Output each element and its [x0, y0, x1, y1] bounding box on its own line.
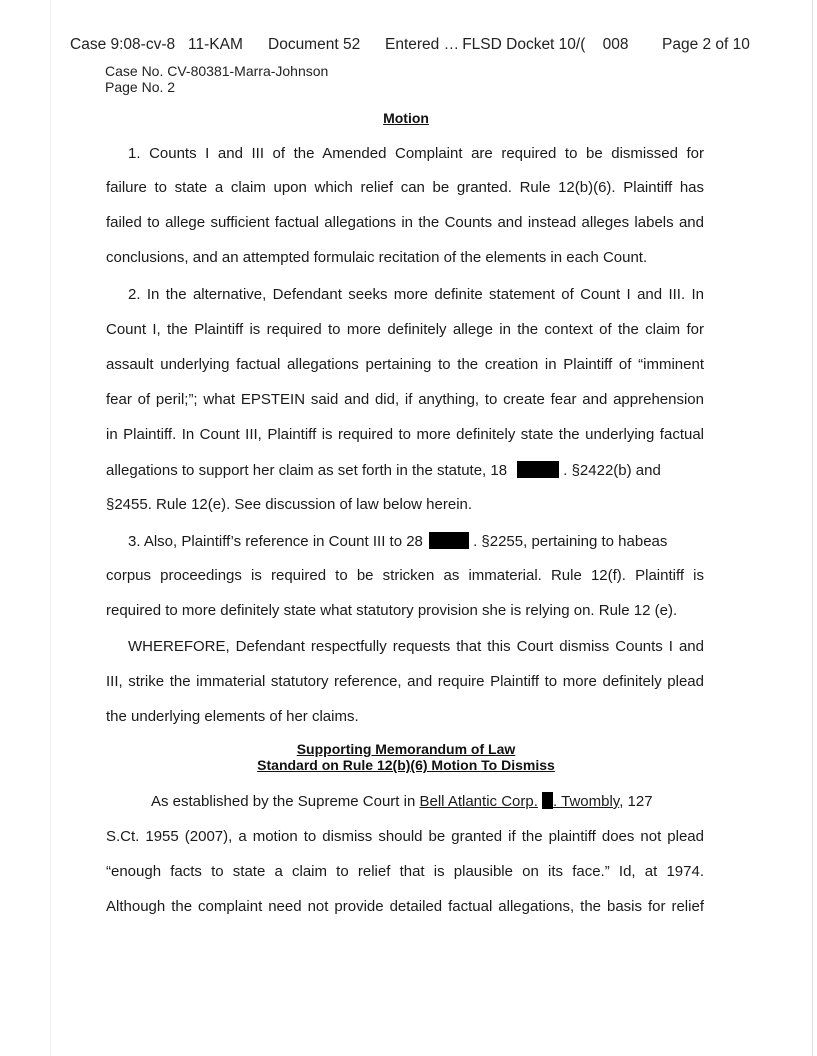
wherefore-line-3: the underlying elements of her claims.: [106, 708, 359, 725]
wherefore-line-2: III, strike the immaterial statutory reference, and require Plaintiff to more definitely plead: [106, 673, 704, 690]
header-case-number: Case 9:08-cv-8 11-KAM: [70, 36, 243, 53]
case-citation-b: . Twombly: [553, 793, 620, 810]
redaction-box: [429, 532, 469, 549]
redaction-box: [517, 461, 559, 478]
motion-p1-line-1: 1. Counts I and III of the Amended Complaint are required to be dismissed for: [128, 145, 704, 162]
memo-line-4: Although the complaint need not provide detailed factual allegations, the basis for relief: [106, 898, 704, 915]
motion-p2-line-5: in Plaintiff. In Count III, Plaintiff is required to more definitely state the underlying factual: [106, 426, 704, 443]
motion-heading: Motion: [383, 110, 429, 126]
wherefore-line-1: WHEREFORE, Defendant respectfully requests that this Court dismiss Counts I and: [128, 638, 704, 655]
motion-p1-line-3: failed to allege sufficient factual allegations in the Counts and instead alleges labels and: [106, 214, 704, 231]
memo-line-3: “enough facts to state a claim to relief that is plausible on its face.” Id, at 1974.: [106, 863, 704, 880]
scan-edge-right: [812, 0, 813, 1056]
motion-p3-line-1-text-a: 3. Also, Plaintiff’s reference in Count III to 28: [128, 533, 423, 550]
motion-p3-line-3: required to more definitely state what statutory provision she is relying on. Rule 12 (e).: [106, 602, 678, 619]
memo-line-1-text-b: , 127: [619, 793, 653, 810]
memo-line-1-text-a: As established by the Supreme Court in: [151, 793, 416, 810]
memo-heading: Supporting Memorandum of Law: [296, 741, 516, 757]
motion-p2-line-2: Count I, the Plaintiff is required to more definitely allege in the context of the claim for: [106, 321, 704, 338]
case-citation-a: Bell Atlantic Corp.: [419, 793, 538, 810]
motion-p2-line-3: assault underlying factual allegations pertaining to the creation in Plaintiff of “imminent: [106, 356, 704, 373]
scan-edge-left: [50, 0, 51, 1056]
redaction-box: [542, 792, 553, 809]
motion-p1-line-2: failure to state a claim upon which relief can be granted. Rule 12(b)(6). Plaintiff has: [106, 179, 704, 196]
memo-line-2: S.Ct. 1955 (2007), a motion to dismiss should be granted if the plaintiff does not plead: [106, 828, 704, 845]
memo-line-1: [106, 792, 704, 811]
standard-heading: Standard on Rule 12(b)(6) Motion To Dismiss: [257, 757, 555, 773]
header-page-count: Page 2 of 10: [662, 36, 750, 53]
motion-p1-line-4: conclusions, and an attempted formulaic recitation of the elements in each Count.: [106, 249, 648, 266]
header-document-number: Document 52: [268, 36, 361, 53]
motion-p2-line-6: [106, 461, 704, 480]
motion-p2-line-6-text-b: . §2422(b) and: [563, 462, 661, 479]
motion-p2-line-7: §2455. Rule 12(e). See discussion of law below herein.: [106, 496, 473, 513]
motion-p3-line-1: [106, 532, 704, 551]
case-number-line: Case No. CV-80381-Marra-Johnson: [105, 63, 329, 79]
header-entered-docket: Entered … FLSD Docket 10/( 008: [385, 36, 629, 53]
page-number-line: Page No. 2: [105, 79, 176, 95]
motion-p2-line-1: 2. In the alternative, Defendant seeks more definite statement of Count I and III. In: [128, 286, 704, 303]
motion-p2-line-6-text-a: allegations to support her claim as set forth in the statute, 18: [106, 462, 508, 479]
motion-p2-line-4: fear of peril;”; what EPSTEIN said and did, if anything, to create fear and apprehension: [106, 391, 704, 408]
motion-p3-line-2: corpus proceedings is required to be stricken as immaterial. Rule 12(f). Plaintiff is: [106, 567, 704, 584]
motion-p3-line-1-text-b: . §2255, pertaining to habeas: [473, 533, 668, 550]
